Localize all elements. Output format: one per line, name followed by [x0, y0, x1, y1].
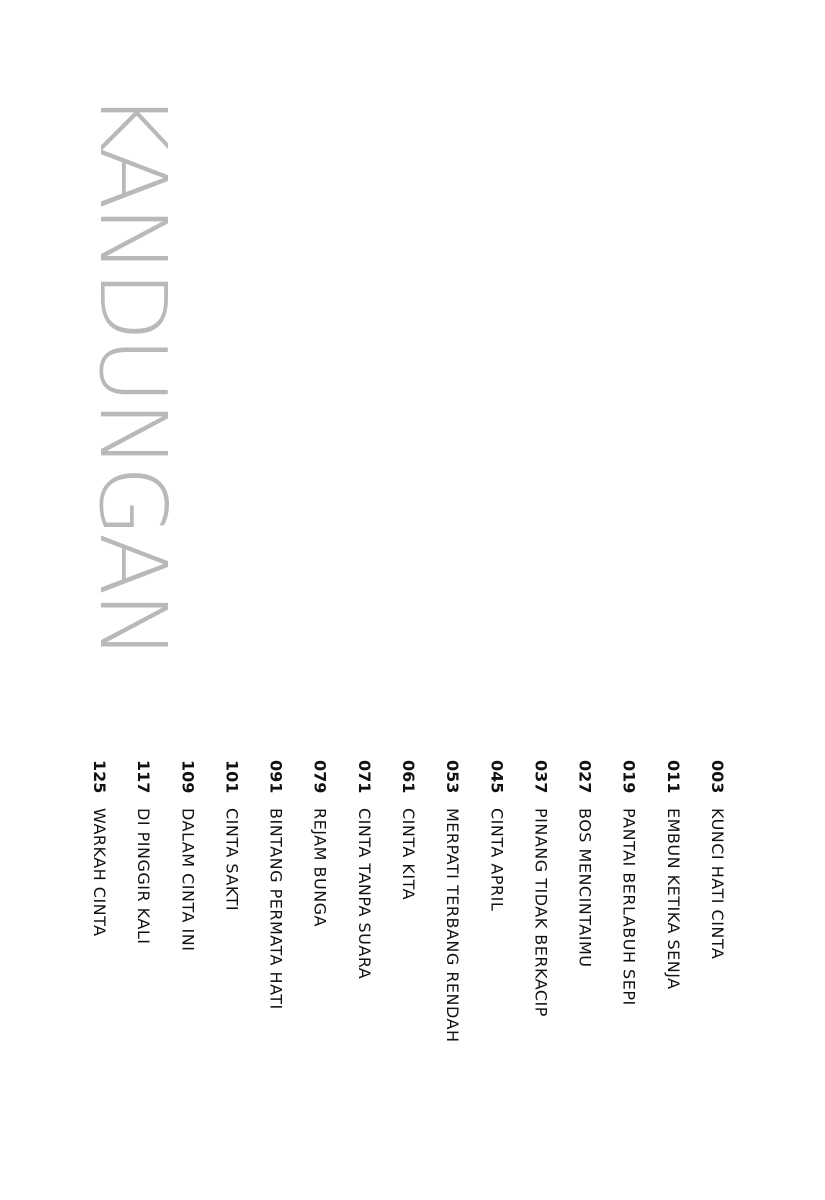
toc-page-number: 125: [90, 760, 109, 794]
toc-page-number: 117: [134, 760, 154, 794]
toc-entry: [441, 760, 463, 1160]
toc-entry-title: BOS MENCINTAIMU: [575, 808, 595, 968]
toc-entry-title: CINTA KITA: [398, 808, 418, 901]
toc-page-number: 061: [398, 760, 418, 794]
toc-page-number: 053: [443, 760, 463, 794]
table-of-contents: [88, 760, 728, 1160]
toc-entry: [132, 760, 154, 1160]
toc-entry-title: KUNCI HATI CINTA: [707, 808, 727, 960]
toc-page-number: 027: [575, 760, 595, 794]
toc-entry: [485, 760, 507, 1160]
toc-entry-title: DI PINGGIR KALI: [134, 808, 154, 945]
toc-page-number: 091: [266, 760, 286, 794]
toc-entry-title: CINTA SAKTI: [222, 808, 242, 912]
toc-entry: [397, 760, 419, 1160]
toc-entry: [88, 760, 110, 1160]
toc-entry: [265, 760, 287, 1160]
toc-page-number: 037: [531, 760, 551, 794]
toc-entry: [220, 760, 242, 1160]
toc-entry-title: CINTA APRIL: [487, 808, 507, 912]
toc-entry: [353, 760, 375, 1160]
page-title: KANDUNGAN: [79, 92, 186, 657]
toc-entry-title: DALAM CINTA INI: [178, 808, 198, 952]
toc-page-number: 003: [707, 760, 727, 794]
toc-entry-title: PANTAI BERLABUH SEPI: [619, 808, 639, 1006]
toc-entry: [529, 760, 551, 1160]
toc-page-number: 101: [222, 760, 242, 794]
toc-entry: [706, 760, 728, 1160]
toc-page-number: 109: [178, 760, 198, 794]
toc-page-number: 011: [663, 760, 683, 794]
toc-entry: [618, 760, 640, 1160]
toc-entry: [176, 760, 198, 1160]
toc-entry-title: BINTANG PERMATA HATI: [266, 808, 286, 1010]
toc-page-number: 019: [619, 760, 639, 794]
toc-page-number: 045: [487, 760, 507, 794]
toc-entry-title: EMBUN KETIKA SENJA: [663, 808, 683, 990]
toc-entry-title: WARKAH CINTA: [90, 808, 109, 937]
toc-entry-title: MERPATI TERBANG RENDAH: [443, 808, 463, 1043]
toc-page-number: 071: [354, 760, 374, 794]
toc-entry: [309, 760, 331, 1160]
toc-entry-title: REJAM BUNGA: [310, 808, 330, 927]
toc-entry-title: CINTA TANPA SUARA: [354, 808, 374, 980]
toc-entry-title: PINANG TIDAK BERKACIP: [531, 808, 551, 1017]
toc-entry: [662, 760, 684, 1160]
toc-page-number: 079: [310, 760, 330, 794]
toc-entry: [574, 760, 596, 1160]
